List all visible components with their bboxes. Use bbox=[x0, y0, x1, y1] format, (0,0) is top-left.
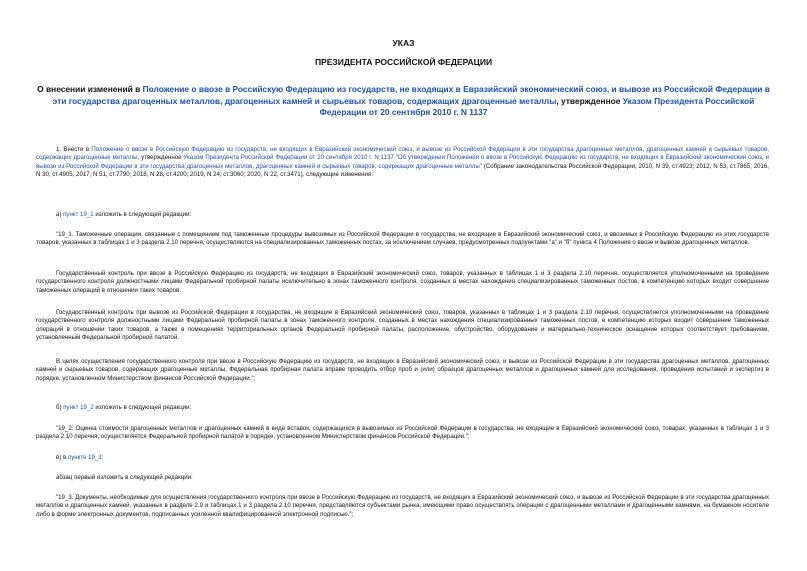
item-v-link[interactable]: пункте 19_3 bbox=[67, 454, 102, 461]
document-issuer: ПРЕЗИДЕНТА РОССИЙСКОЙ ФЕДЕРАЦИИ bbox=[314, 57, 493, 67]
paragraph-1 bbox=[36, 146, 769, 180]
item-b-link[interactable]: пункт 19_2 bbox=[63, 404, 94, 411]
item-v bbox=[56, 454, 103, 462]
p1-text-b: , утвержденное bbox=[137, 154, 184, 162]
item-a-suffix: изложить в следующей редакции: bbox=[93, 211, 192, 218]
item-v-suffix: : bbox=[101, 454, 104, 461]
item-a-prefix: а) bbox=[56, 211, 64, 218]
paragraph-control-export: Государственный контроль при вывозе из Российской Федерации в государства, не входящие в Евразийский экономический союз, товаров, указанных в таблицах 1 и 3 раздела 2.10 перечня, осуществляется уполномоченными на проведение государственного контроля должностными лицами Федеральной пробирной палаты в зонах таможенного контроля, созданных в местах нахождения специализированных таможенных постов, в компетенцию которых входит совершение таможенных операций в отношении таких товаров, а также в помещениях территориальных органов Федеральной пробирной палаты, расположение, обустройство, оборудование и материально-техническое оснащение которых соответствует требованиям, установленным Федеральной пробирной палатой. bbox=[36, 309, 769, 342]
p1-link-decree[interactable]: Указом Президента Российской Федерации от 20 сентября 2010 г. N 1137 bbox=[183, 154, 394, 162]
paragraph-samples: В целях осуществления государственного контроля при ввозе в Российскую Федерацию из государств, не входящих в Евразийский экономический союз, и вывозе из Российской Федерации в эти государства драгоценных металлов, драгоценных камней и сырьевых товаров, содержащих драгоценные металлы, Федеральная пробирная палата вправе проводить отбор проб и (или) образцов драгоценных металлов и драгоценных камней для исследования, проведения испытаний и экспертиз в порядке, установленном Министерством финансов Российской Федерации."; bbox=[36, 358, 769, 382]
p1-text-a: 1. Внести в bbox=[56, 146, 92, 153]
subject-link-regulation[interactable]: Положение о ввозе в Российскую Федерацию из государств, не входящих в Евразийский экономический союз, и вывозе из Российской Федерации в эти государства драгоценных металлов, драгоценных камней и сырьевых товаров, содержащих драгоценные металлы bbox=[52, 84, 770, 106]
document-title: УКАЗ bbox=[392, 38, 415, 48]
item-a-link[interactable]: пункт 19_1 bbox=[63, 211, 94, 218]
item-a bbox=[56, 211, 191, 219]
paragraph-19-3: "19_3. Документы, необходимые для осуществления государственного контроля при ввозе в Российскую Федерацию из государств, не входящих в Евразийский экономический союз, и вывозе из Российской Федерации в эти государства драгоценных металлов и драгоценных камней, указанных в разделе 2.9 и таблицах 1 и 3 раздела 2.10 перечня, представляются субъектами рынка, имеющими право осуществлять операции с драгоценными металлами и драгоценными камнями, на бумажном носителе либо в форме электронных документов, подписанных усиленной квалифицированной электронной подписью."; bbox=[36, 494, 769, 518]
paragraph-19-2: "19_2. Оценка стоимости драгоценных металлов и драгоценных камней в виде вставок, содержащихся в вывозимых из Российской Федерации в государства, не входящие в Евразийский экономический союз, товарах, указанных в таблицах 1 и 3 раздела 2.10 перечня, осуществляется Федеральной пробирной палатой в порядке, установленном Министерством финансов Российской Федерации."; bbox=[36, 425, 769, 441]
item-b-prefix: б) bbox=[56, 404, 64, 411]
subject-middle: , утвержденное bbox=[556, 95, 623, 106]
p1-link-regulation[interactable]: Положение о ввозе в Российскую Федерацию из государств, не входящих в Евразийский экономический союз, и вывозе из Российской Федерации в эти государства драгоценных металлов, драгоценных камней и сырьевых товаров, содержащих драгоценные металлы bbox=[36, 146, 769, 162]
subject-prefix: О внесении изменений в bbox=[37, 84, 143, 94]
item-v-prefix: в) в bbox=[56, 454, 68, 461]
paragraph-control-import: Государственный контроль при ввозе в Российскую Федерацию из государств, не входящих в Евразийский экономический союз, товаров, указанных в таблицах 1 и 3 раздела 2.10 перечня, осуществляется уполномоченными на проведение государственного контроля должностными лицами Федеральной пробирной палаты исключительно в зонах таможенного контроля, созданных в местах нахождения специализированных таможенных постов, в компетенцию которых входит совершение таможенных операций в отношении таких товаров. bbox=[36, 270, 769, 294]
item-b-suffix: изложить в следующей редакции: bbox=[93, 404, 192, 411]
item-b bbox=[56, 404, 191, 412]
subject-link-decree[interactable]: Указом Президента Российской Федерации от 20 сентября 2010 г. N 1137 bbox=[319, 95, 755, 117]
p1-link-decree-title[interactable]: "Об утверждении Положения о ввозе в Российскую Федерацию из государств, не входящих в Евразийский экономический союз, и вывозе из Российской Федерации в эти государства драгоценных металлов, драгоценных камней и сырьевых товаров, содержащих драгоценные металлы" bbox=[36, 154, 769, 170]
p1-text-d: (Собрание законодательства Российской Федерации, 2010, N 39, ст.4923; 2012, N 53, ст.7865; 2016, N 30, ст.4905; 2017, N 51, ст.7790; 2018, N 28, ст.4200; 2019, N 24, ст.3060; 2020, N 22, ст.3471), следующие изменения: bbox=[36, 162, 769, 179]
paragraph-19-1: "19_1. Таможенные операции, связанные с помещением под таможенные процедуры вывозимых из Российской Федерации в государства, не входящие в Евразийский экономический союз, и ввозимых в Российскую Федерацию из этих государств товаров, указанных в таблицах 1 и 3 раздела 2.10 перечня, осуществляются на специализированных таможенных постах, за исключением случаев, предусмотренных подпунктами "а" и "б" пункта 4 Положения о ввозе и вывозе драгоценных металлов. bbox=[36, 231, 769, 247]
document-subject bbox=[30, 84, 777, 119]
paragraph-abzac: абзац первый изложить в следующей редакции: bbox=[56, 474, 193, 481]
